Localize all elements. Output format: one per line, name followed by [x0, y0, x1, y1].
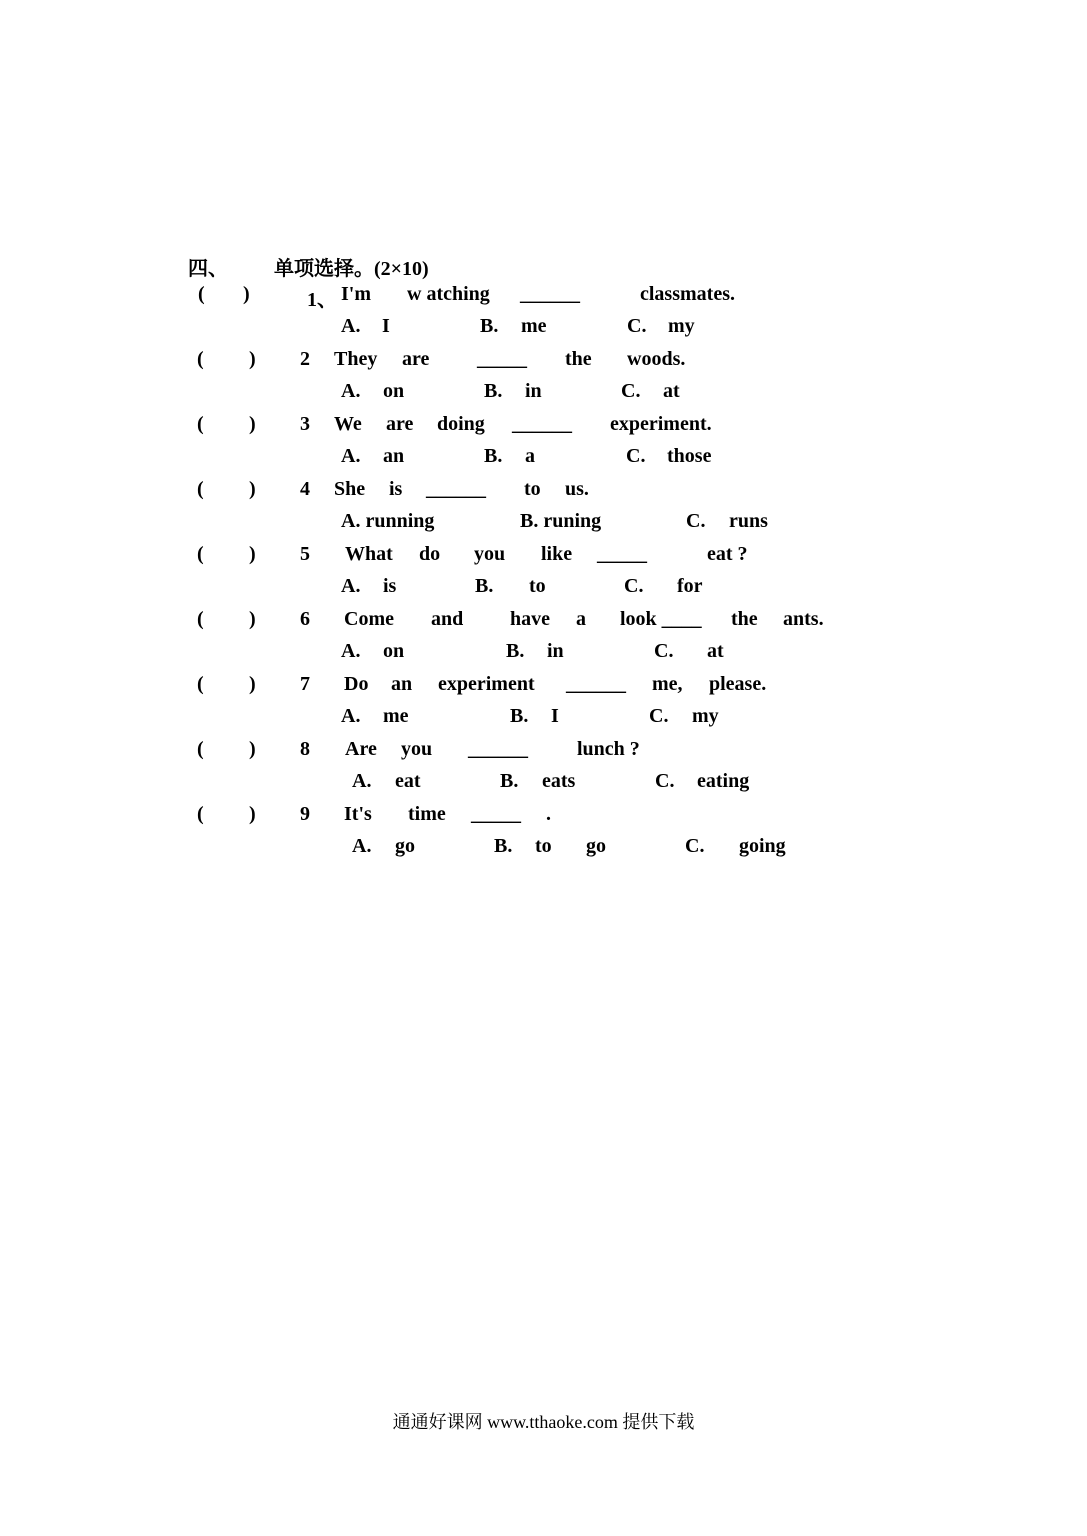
- option-text: B.: [500, 770, 519, 792]
- options-row: [0, 315, 1087, 345]
- option-text: go: [395, 835, 415, 857]
- option-text: to: [535, 835, 552, 857]
- question-word: doing: [437, 413, 485, 435]
- question-word: classmates.: [640, 283, 735, 305]
- question-word: They: [334, 348, 378, 370]
- option-text: C.: [627, 315, 647, 337]
- option-text: on: [383, 380, 405, 402]
- answer-paren-open[interactable]: (: [197, 608, 204, 630]
- option-text: C.: [649, 705, 669, 727]
- answer-paren-open[interactable]: (: [197, 543, 204, 565]
- question-word: Are: [345, 738, 377, 760]
- question-word: experiment: [438, 673, 535, 695]
- question-word: time: [408, 803, 446, 825]
- question-word: are: [386, 413, 414, 435]
- option-text: C.: [654, 640, 674, 662]
- options-row: [0, 445, 1087, 475]
- option-text: B. runing: [520, 510, 602, 532]
- question-word: you: [474, 543, 506, 565]
- option-text: my: [668, 315, 695, 337]
- question-row: [0, 543, 1087, 573]
- answer-paren-open[interactable]: (: [197, 673, 204, 695]
- option-text: is: [383, 575, 397, 597]
- question-row: [0, 413, 1087, 443]
- option-text: A.: [341, 575, 361, 597]
- question-word: me,: [652, 673, 683, 695]
- question-number: 1、: [307, 289, 337, 311]
- question-row: [0, 803, 1087, 833]
- option-text: A.: [341, 445, 361, 467]
- question-word: do: [419, 543, 441, 565]
- answer-paren-open[interactable]: (: [197, 413, 204, 435]
- answer-paren-close: ): [249, 543, 256, 565]
- question-word: experiment.: [610, 413, 712, 435]
- options-row: [0, 575, 1087, 605]
- option-text: A.: [352, 835, 372, 857]
- option-text: I: [551, 705, 559, 727]
- question-word: Come: [344, 608, 394, 630]
- option-text: C.: [621, 380, 641, 402]
- answer-paren-open[interactable]: (: [197, 738, 204, 760]
- question-word: w atching: [407, 283, 490, 305]
- answer-paren-open[interactable]: (: [197, 478, 204, 500]
- question-row: [0, 608, 1087, 638]
- option-text: B.: [484, 445, 503, 467]
- answer-paren-close: ): [249, 738, 256, 760]
- option-text: A.: [341, 315, 361, 337]
- answer-paren-close: ): [243, 283, 250, 305]
- question-word: It's: [344, 803, 372, 825]
- option-text: my: [692, 705, 719, 727]
- option-text: I: [382, 315, 390, 337]
- option-text: B.: [510, 705, 529, 727]
- question-number: 8: [300, 738, 310, 760]
- answer-blank[interactable]: ______: [468, 738, 528, 760]
- question-word: are: [402, 348, 430, 370]
- option-text: for: [677, 575, 703, 597]
- question-number: 6: [300, 608, 310, 630]
- answer-paren-close: ): [249, 348, 256, 370]
- option-text: A.: [352, 770, 372, 792]
- option-text: me: [383, 705, 409, 727]
- question-number: 4: [300, 478, 310, 500]
- option-text: in: [547, 640, 564, 662]
- question-word: eat ?: [707, 543, 748, 565]
- question-word: you: [401, 738, 433, 760]
- option-text: C.: [624, 575, 644, 597]
- option-text: eating: [697, 770, 750, 792]
- option-text: B.: [475, 575, 494, 597]
- section-heading: [188, 252, 429, 281]
- question-word: like: [541, 543, 573, 565]
- answer-paren-close: ): [249, 608, 256, 630]
- question-number: 2: [300, 348, 310, 370]
- question-word: a: [576, 608, 586, 630]
- option-text: runs: [729, 510, 768, 532]
- question-word: to: [524, 478, 541, 500]
- section-title: 单项选择。(2×10): [274, 258, 429, 280]
- options-row: [0, 835, 1087, 865]
- options-row: [0, 510, 1087, 540]
- answer-blank[interactable]: ______: [512, 413, 572, 435]
- answer-paren-open[interactable]: (: [198, 283, 205, 305]
- question-number: 9: [300, 803, 310, 825]
- answer-paren-close: ): [249, 673, 256, 695]
- question-word: ants.: [783, 608, 824, 630]
- options-row: [0, 640, 1087, 670]
- option-text: me: [521, 315, 547, 337]
- option-text: go: [586, 835, 606, 857]
- option-text: an: [383, 445, 405, 467]
- question-row: [0, 283, 1087, 313]
- question-row: [0, 673, 1087, 703]
- footer-text: 通通好课网 www.tthaoke.com 提供下载: [392, 1412, 695, 1432]
- question-word: look ____: [620, 608, 702, 630]
- option-text: C.: [686, 510, 706, 532]
- option-text: C.: [655, 770, 675, 792]
- answer-blank[interactable]: _____: [477, 348, 527, 370]
- option-text: A.: [341, 380, 361, 402]
- question-number: 3: [300, 413, 310, 435]
- answer-paren-open[interactable]: (: [197, 348, 204, 370]
- answer-blank[interactable]: _____: [471, 803, 521, 825]
- answer-blank[interactable]: ______: [520, 283, 580, 305]
- question-word: I'm: [341, 283, 371, 305]
- options-row: [0, 770, 1087, 800]
- question-word: the: [565, 348, 592, 370]
- option-text: to: [529, 575, 546, 597]
- question-word: the: [731, 608, 758, 630]
- option-text: a: [525, 445, 535, 467]
- options-row: [0, 705, 1087, 735]
- question-row: [0, 478, 1087, 508]
- option-text: B.: [494, 835, 513, 857]
- question-word: please.: [709, 673, 767, 695]
- option-text: those: [667, 445, 712, 467]
- question-word: and: [431, 608, 464, 630]
- question-word: We: [334, 413, 362, 435]
- option-text: A.: [341, 640, 361, 662]
- option-text: C.: [685, 835, 705, 857]
- answer-blank[interactable]: ______: [426, 478, 486, 500]
- option-text: in: [525, 380, 542, 402]
- option-text: on: [383, 640, 405, 662]
- option-text: B.: [506, 640, 525, 662]
- question-word: What: [345, 543, 393, 565]
- option-text: at: [663, 380, 680, 402]
- question-word: lunch ?: [577, 738, 640, 760]
- question-word: Do: [344, 673, 369, 695]
- option-text: B.: [480, 315, 499, 337]
- question-word: .: [546, 803, 551, 825]
- answer-paren-open[interactable]: (: [197, 803, 204, 825]
- question-number: 7: [300, 673, 310, 695]
- answer-blank[interactable]: ______: [566, 673, 626, 695]
- question-word: have: [510, 608, 550, 630]
- options-row: [0, 380, 1087, 410]
- question-word: an: [391, 673, 413, 695]
- question-row: [0, 738, 1087, 768]
- answer-paren-close: ): [249, 803, 256, 825]
- question-word: woods.: [627, 348, 686, 370]
- section-number: 四、: [188, 258, 228, 280]
- option-text: eats: [542, 770, 576, 792]
- answer-paren-close: ): [249, 478, 256, 500]
- option-text: C.: [626, 445, 646, 467]
- option-text: A.: [341, 705, 361, 727]
- option-text: B.: [484, 380, 503, 402]
- answer-blank[interactable]: _____: [597, 543, 647, 565]
- question-word: us.: [565, 478, 589, 500]
- option-text: going: [739, 835, 786, 857]
- answer-paren-close: ): [249, 413, 256, 435]
- question-row: [0, 348, 1087, 378]
- option-text: at: [707, 640, 724, 662]
- option-text: eat: [395, 770, 421, 792]
- question-word: is: [389, 478, 403, 500]
- option-text: A. running: [341, 510, 435, 532]
- question-word: She: [334, 478, 366, 500]
- question-number: 5: [300, 543, 310, 565]
